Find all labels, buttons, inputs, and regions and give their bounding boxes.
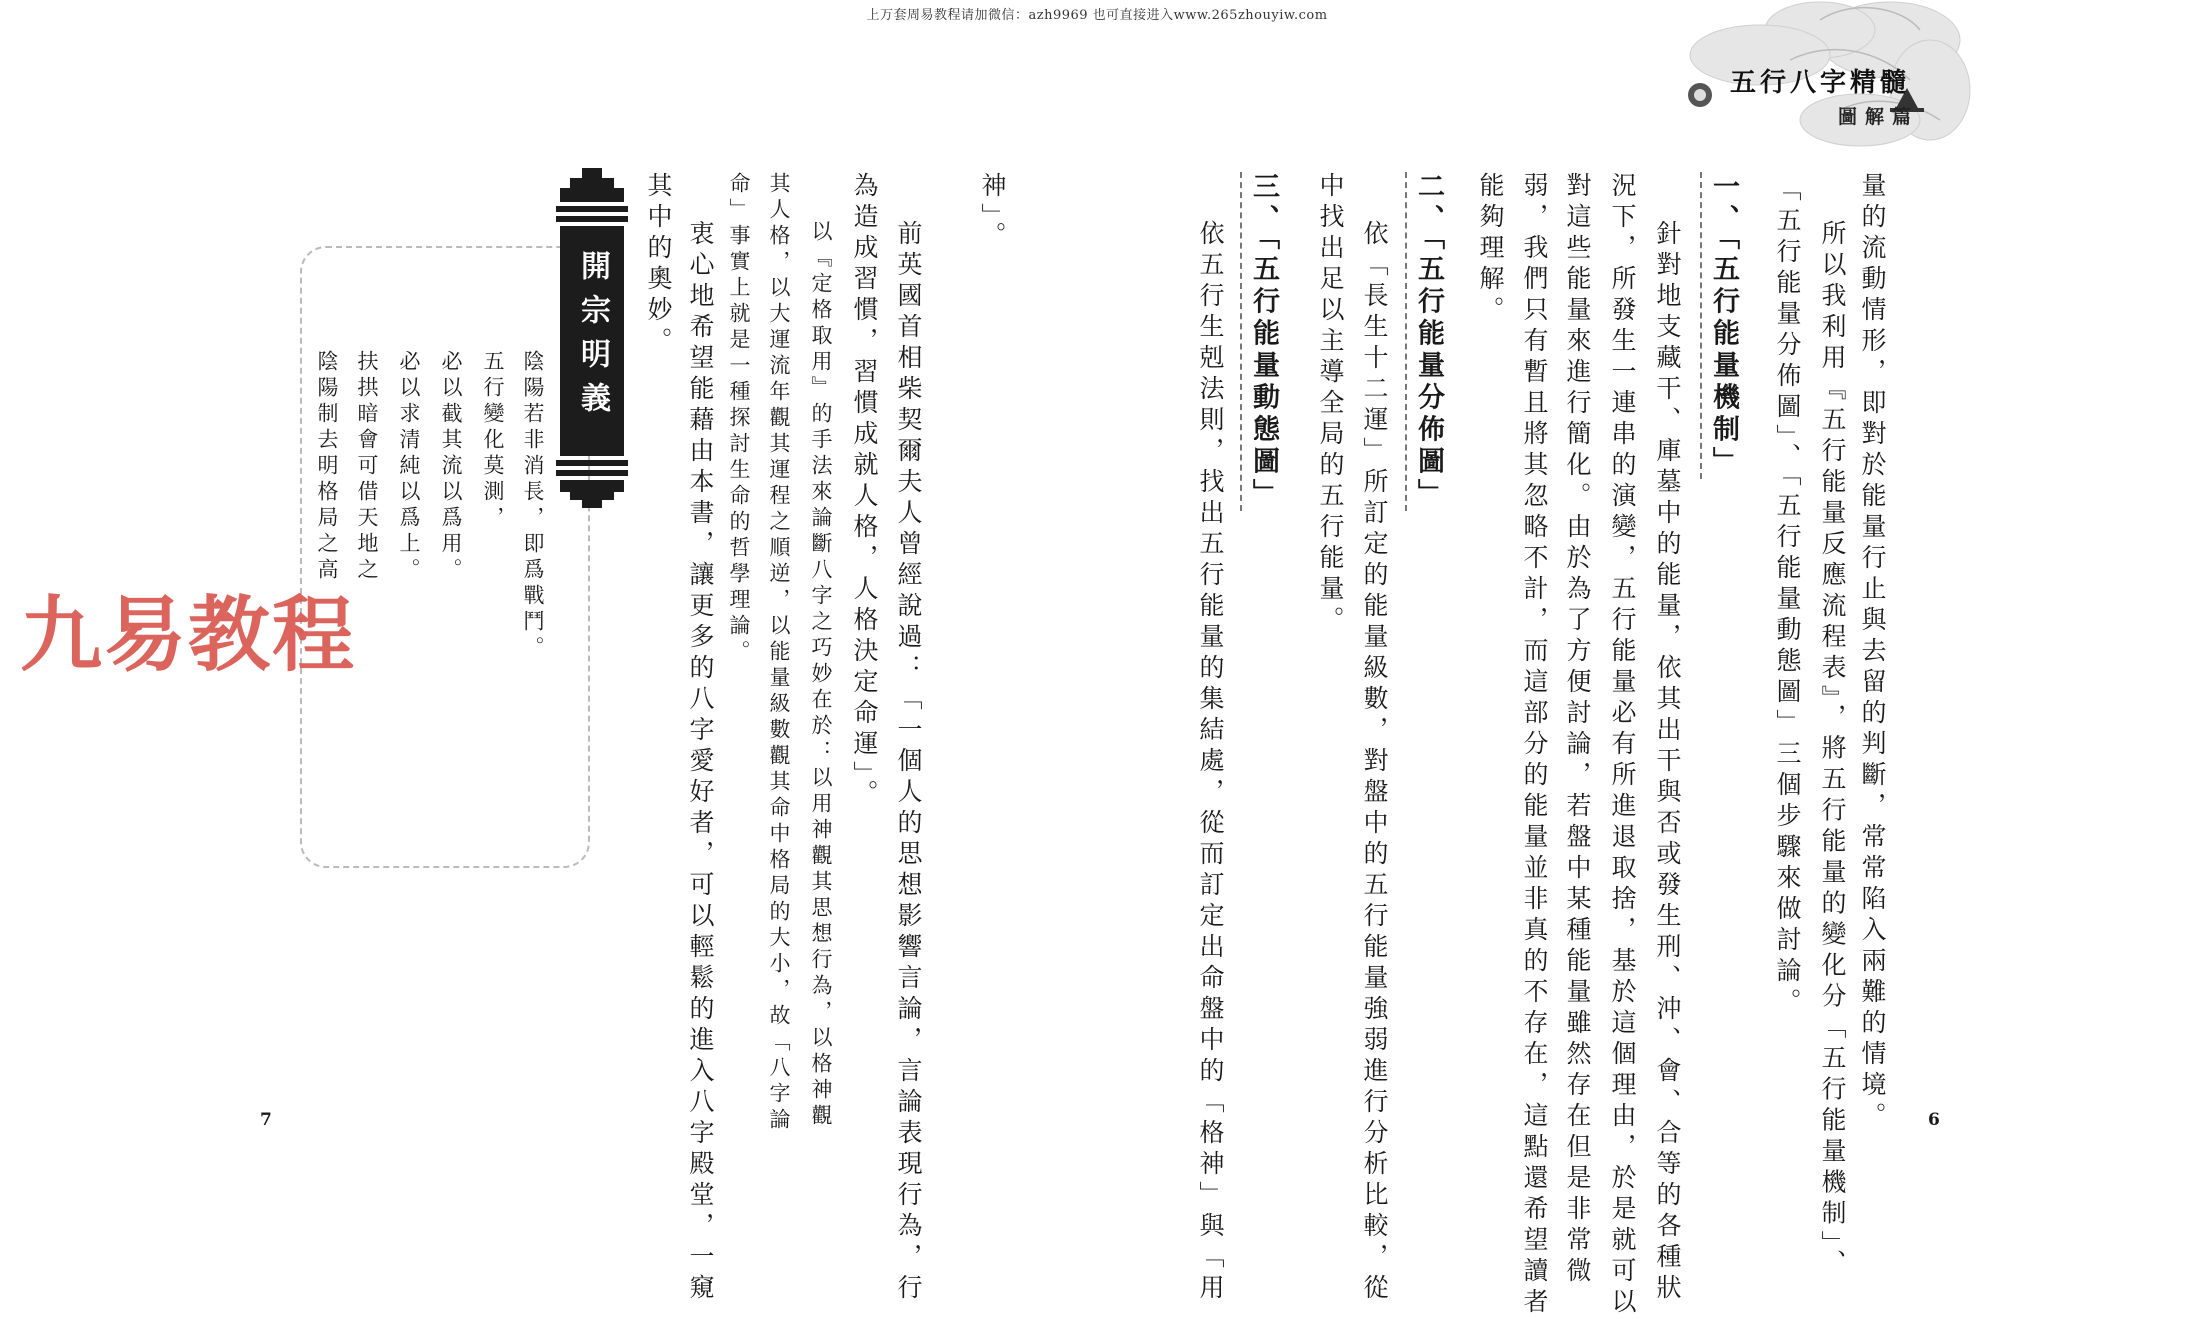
poem-line: 陰陽若非消長，即爲戰鬥。 <box>521 350 545 662</box>
poem-line: 陰陽制去明格局之高 <box>315 350 339 584</box>
book-subtitle: 圖解篇 <box>1838 106 1920 128</box>
poem-line: 必以截其流以爲用。 <box>439 350 463 584</box>
right-text-column: 針對地支藏干、庫墓中的能量，依其出干與否或發生刑、沖、會、合等的各種狀 <box>1653 220 1682 1305</box>
section-heading-dynamics: 三、「五行能量動態圖」 <box>1240 172 1277 511</box>
right-text-column: 所以我利用『五行能量反應流程表』，將五行能量的變化分「五行能量機制」、 <box>1818 220 1847 1280</box>
right-text-column: 況下，所發生一連串的演變，五行能量必有所進退取捨，基於這個理由，於是就可以 <box>1608 172 1637 1319</box>
right-text-column: 中找出足以主導全局的五行能量。 <box>1316 172 1345 637</box>
right-text-column: 弱，我們只有暫且將其忽略不計，而這部分的能量並非真的不存在，這點還希望讀者 <box>1520 172 1549 1319</box>
book-title: 五行八字精髓 <box>1730 68 1911 98</box>
left-text-column: 命」事實上就是一種探討生命的哲學理論。 <box>727 172 751 666</box>
banner-title: 開宗明義 <box>575 250 610 426</box>
top-notice: 上万套周易教程请加微信：azh9969 也可直接进入www.265zhouyiw.com <box>866 8 1328 23</box>
right-text-column: 量的流動情形，即對於能量行止與去留的判斷，常常陷入兩難的情境。 <box>1858 172 1887 1133</box>
left-text-column: 其中的奧妙。 <box>644 172 673 358</box>
poem-line: 扶拱暗會可借天地之 <box>355 350 379 584</box>
poem-line: 必以求清純以爲上。 <box>397 350 421 584</box>
page-number-left: 7 <box>260 1110 272 1130</box>
left-text-column: 前英國首相柴契爾夫人曾經說過：「一個人的思想影響言論，言論表現行為，行 <box>894 220 923 1305</box>
left-text-column: 為造成習慣，習慣成就人格，人格決定命運」。 <box>850 172 879 811</box>
watermark-text: 九易教程 <box>20 588 357 683</box>
right-text-column: 依五行生剋法則，找出五行能量的集結處，從而訂定出命盤中的「格神」與「用 <box>1196 220 1225 1305</box>
section-heading-distribution: 二、「五行能量分佈圖」 <box>1405 172 1442 511</box>
right-text-column: 神」。 <box>978 172 1007 253</box>
right-text-column: 「五行能量分佈圖」、「五行能量動態圖」三個步驟來做討論。 <box>1773 176 1802 1019</box>
right-text-column: 對這些能量來進行簡化。由於為了方便討論，若盤中某種能量雖然存在但是非常微 <box>1563 172 1592 1288</box>
left-text-column: 衷心地希望能藉由本書，讓更多的八字愛好者，可以輕鬆的進入八字殿堂，一窺 <box>686 220 715 1305</box>
left-text-column: 其人格，以大運流年觀其運程之順逆，以能量級數觀其命中格局的大小，故「八字論 <box>767 172 791 1134</box>
right-text-column: 能夠理解。 <box>1476 172 1505 327</box>
page-number-right: 6 <box>1928 1110 1940 1130</box>
left-text-column: 以『定格取用』的手法來論斷八字之巧妙在於：以用神觀其思想行為，以格神觀 <box>809 220 833 1130</box>
section-heading-mechanism: 一、「五行能量機制」 <box>1700 172 1737 479</box>
right-text-column: 依「長生十二運」所訂定的能量級數，對盤中的五行能量強弱進行分析比較，從 <box>1360 220 1389 1305</box>
poem-line: 五行變化莫測， <box>481 350 505 532</box>
